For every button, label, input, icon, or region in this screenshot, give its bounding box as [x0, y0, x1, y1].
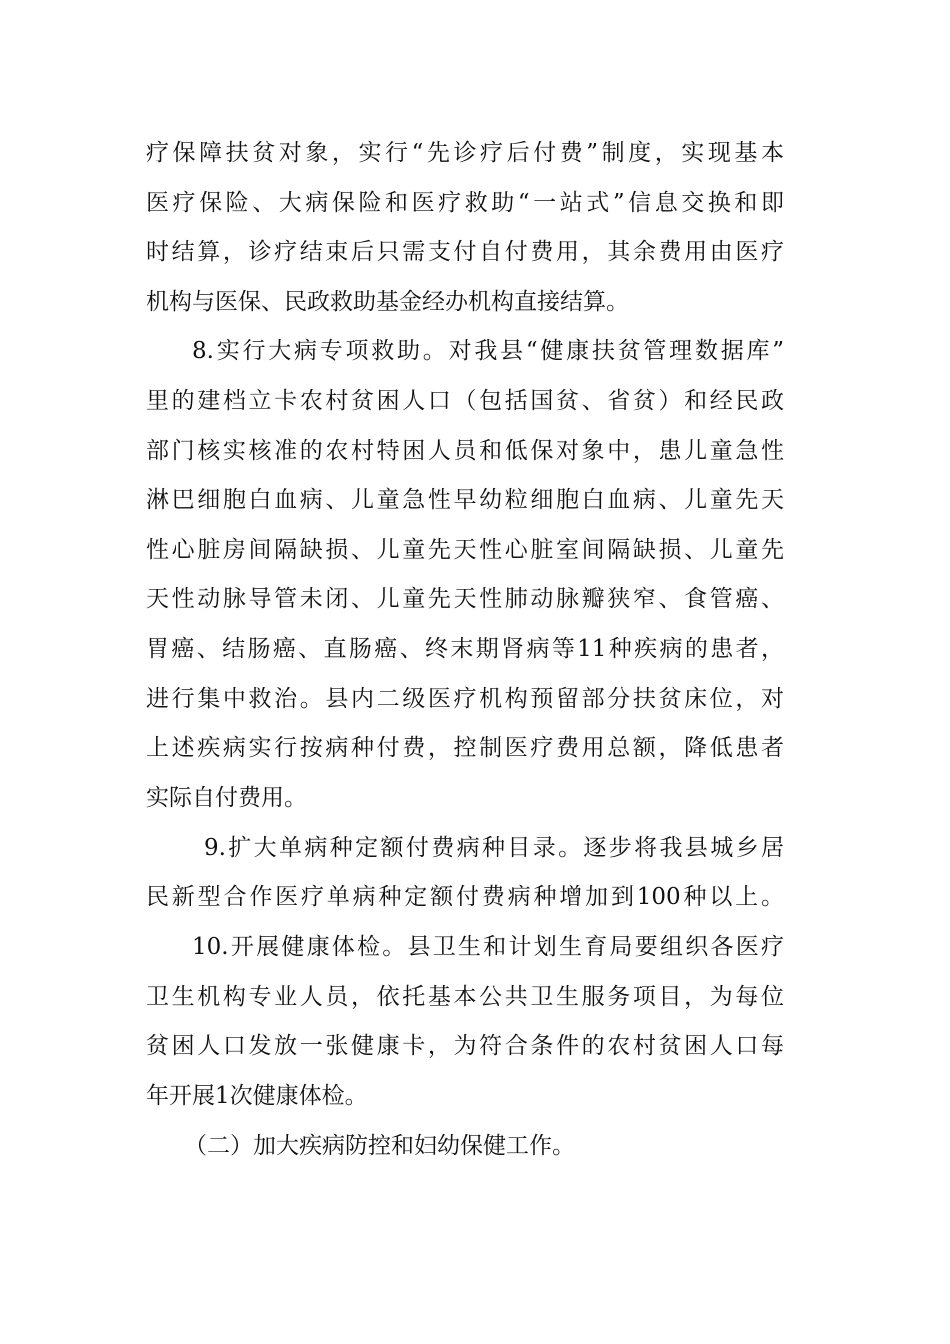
- text-line: 进行集中救治。县内二级医疗机构预留部分扶贫床位，对: [146, 686, 784, 712]
- paragraph-8-first-line: 8.实行大病专项救助。对我县“健康扶贫管理数据库”: [192, 338, 784, 364]
- text-line: 淋巴细胞白血病、儿童急性早幼粒细胞白血病、儿童先天: [146, 487, 784, 513]
- text-line: 医疗保险、大病保险和医疗救助“一站式”信息交换和即: [146, 190, 784, 216]
- paragraph-10-first-line: 10.开展健康体检。县卫生和计划生育局要组织各医疗: [192, 934, 784, 960]
- text-line: 天性动脉导管未闭、儿童先天性肺动脉瓣狭窄、食管癌、: [146, 586, 784, 612]
- text-line: 卫生机构专业人员，依托基本公共卫生服务项目，为每位: [146, 984, 784, 1010]
- text-line: 疗保障扶贫对象，实行“先诊疗后付费”制度，实现基本: [146, 140, 784, 166]
- text-line: 胃癌、结肠癌、直肠癌、终末期肾病等11种疾病的患者，: [146, 636, 784, 662]
- text-line: 里的建档立卡农村贫困人口（包括国贫、省贫）和经民政: [146, 388, 784, 414]
- text-line: 机构与医保、民政救助基金经办机构直接结算。: [146, 289, 629, 315]
- paragraph-9-first-line: 9.扩大单病种定额付费病种目录。逐步将我县城乡居: [204, 835, 784, 861]
- text-line: 实际自付费用。: [146, 785, 307, 811]
- text-line: 年开展1次健康体检。: [146, 1083, 368, 1109]
- text-line: 时结算，诊疗结束后只需支付自付费用，其余费用由医疗: [146, 239, 784, 265]
- text-line: 部门核实核准的农村特困人员和低保对象中，患儿童急性: [146, 438, 784, 464]
- section-heading: （二）加大疾病防控和妇幼保健工作。: [184, 1133, 575, 1159]
- text-line: 性心脏房间隔缺损、儿童先天性心脏室间隔缺损、儿童先: [146, 537, 784, 563]
- text-line: 上述疾病实行按病种付费，控制医疗费用总额，降低患者: [146, 735, 784, 761]
- text-line: 民新型合作医疗单病种定额付费病种增加到100种以上。: [146, 884, 784, 910]
- text-line: 贫困人口发放一张健康卡，为符合条件的农村贫困人口每: [146, 1033, 784, 1059]
